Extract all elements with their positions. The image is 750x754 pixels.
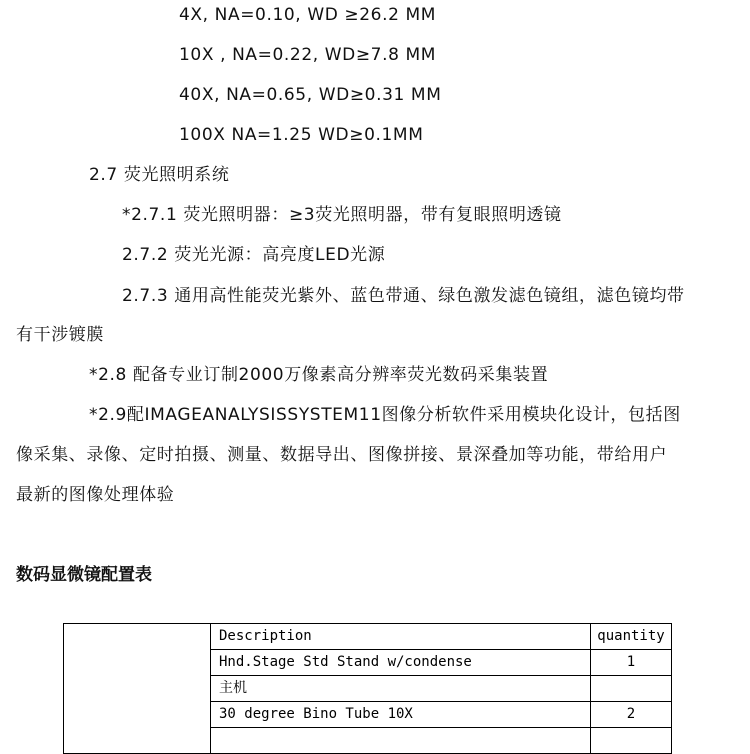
row-description-partial	[211, 728, 591, 754]
config-table	[63, 623, 672, 754]
row-description: 30 degree Bino Tube 10X	[211, 702, 591, 728]
spec-line-2: 10X , NA=0.22, WD≥7.8 MM	[179, 45, 437, 65]
section-heading: 数码显微镜配置表	[16, 565, 152, 585]
row-description: Hnd.Stage Std Stand w/condense	[211, 650, 591, 676]
spec-2-7-3: 2.7.3 通用高性能荧光紫外、蓝色带通、绿色激发滤色镜组，滤色镜均带	[122, 286, 685, 306]
row-quantity: 2	[591, 702, 672, 728]
spec-2-9: *2.9配IMAGEANALYSISSYSTEM11图像分析软件采用模块化设计，包括图	[89, 405, 681, 425]
spec-2-9-cont-1: 像采集、录像、定时拍摄、测量、数据导出、图像拼接、景深叠加等功能，带给用户	[16, 445, 668, 465]
spec-line-4: 100X NA=1.25 WD≥0.1MM	[179, 125, 424, 145]
left-merged-cell	[64, 624, 211, 754]
spec-2-9-cont-2: 最新的图像处理体验	[16, 485, 175, 505]
row-quantity	[591, 676, 672, 702]
spec-2-7-2: 2.7.2 荧光光源：高亮度LED光源	[122, 245, 386, 265]
row-quantity-partial	[591, 728, 672, 754]
spec-line-3: 40X, NA=0.65, WD≥0.31 MM	[179, 85, 442, 105]
section-2-7-title: 2.7 荧光照明系统	[89, 165, 230, 185]
spec-2-7-1: *2.7.1 荧光照明器：≥3荧光照明器，带有复眼照明透镜	[122, 205, 562, 225]
spec-2-7-3-cont: 有干涉镀膜	[16, 325, 104, 345]
spec-line-1: 4X, NA=0.10, WD ≥26.2 MM	[179, 5, 437, 25]
header-description: Description	[211, 624, 591, 650]
row-description: 主机	[211, 676, 591, 702]
row-quantity: 1	[591, 650, 672, 676]
table-header-row	[64, 624, 672, 650]
header-quantity: quantity	[591, 624, 672, 650]
spec-2-8: *2.8 配备专业订制2000万像素高分辨率荧光数码采集装置	[89, 365, 549, 385]
